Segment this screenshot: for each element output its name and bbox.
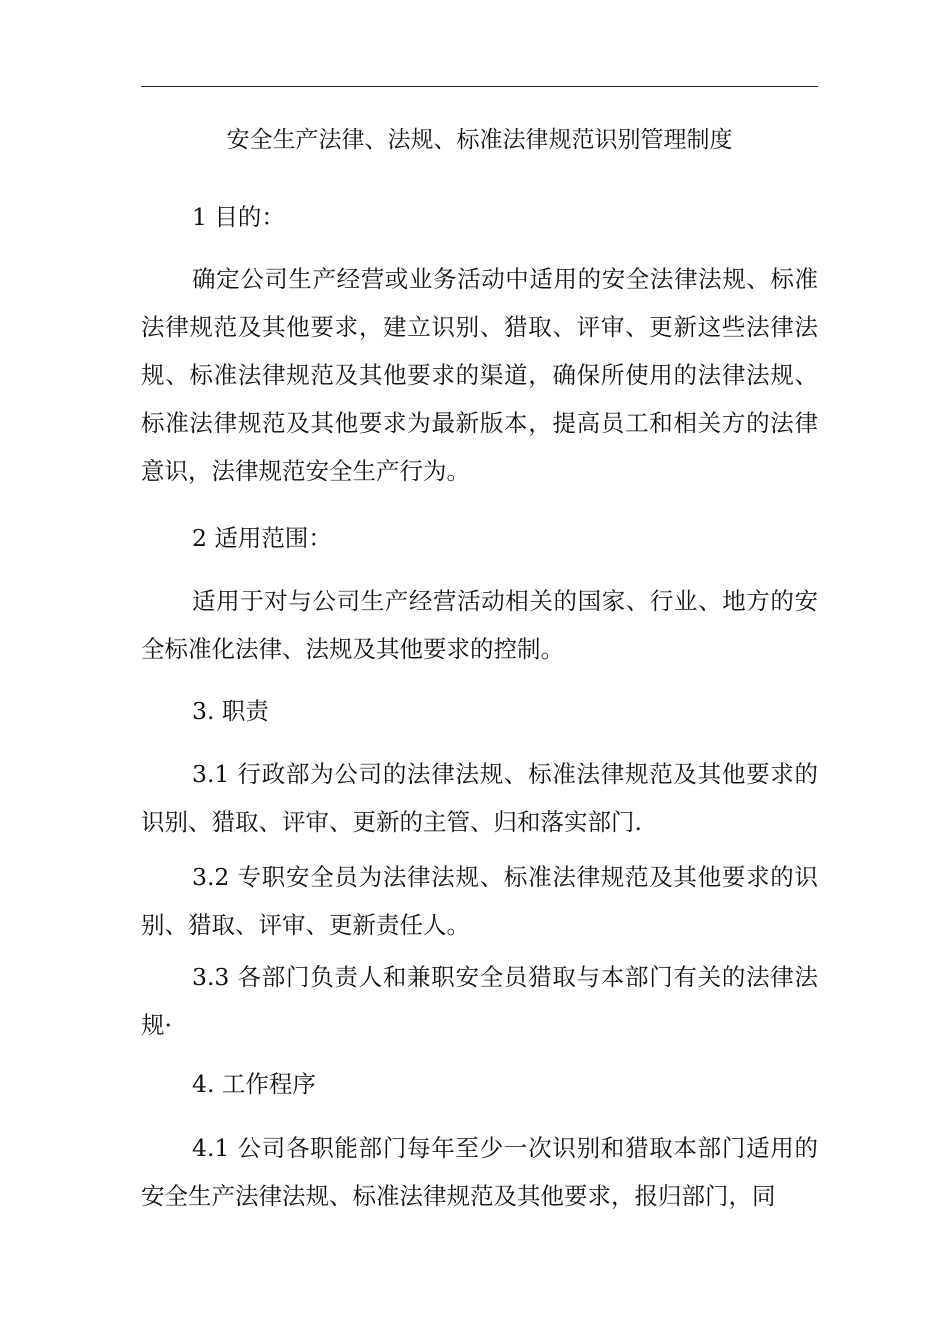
paragraph-duty-3-3: 3.3 各部门负责人和兼职安全员猎取与本部门有关的法律法规·: [141, 963, 818, 1039]
section-heading-scope: 2 适用范围：: [192, 524, 332, 552]
paragraph-purpose: 确定公司生产经营或业务活动中适用的安全法律法规、标准法律规范及其他要求，建立识别、猎取、评审、更新这些法律法规、标准法律规范及其他要求的渠道，确保所使用的法律法规、标准法律规范及其他要求为最新版本，提高员工和相关方的法律意识，法律规范安全生产行为。: [141, 265, 818, 485]
document-title: 安全生产法律、法规、标准法律规范识别管理制度: [226, 127, 733, 153]
paragraph-duty-3-1: 3.1 行政部为公司的法律法规、标准法律规范及其他要求的识别、猎取、评审、更新的主管、归和落实部门.: [141, 760, 818, 836]
paragraph-procedure-4-1: 4.1 公司各职能部门每年至少一次识别和猎取本部门适用的安全生产法律法规、标准法律规范及其他要求，报归部门，同: [141, 1134, 818, 1210]
paragraph-scope: 适用于对与公司生产经营活动相关的国家、行业、地方的安全标准化法律、法规及其他要求的控制。: [141, 587, 818, 663]
section-heading-procedure: 4. 工作程序: [192, 1070, 316, 1098]
section-heading-purpose: 1 目的：: [192, 203, 285, 231]
header-rule: [141, 86, 818, 87]
paragraph-duty-3-2: 3.2 专职安全员为法律法规、标准法律规范及其他要求的识别、猎取、评审、更新责任人。: [141, 863, 818, 939]
section-heading-duties: 3. 职责: [192, 697, 269, 725]
